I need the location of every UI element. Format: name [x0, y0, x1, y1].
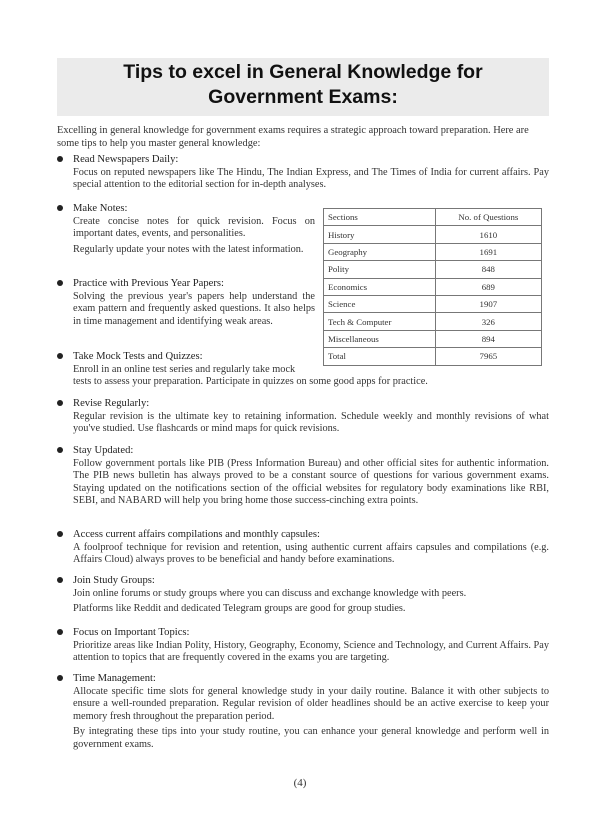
- tip-read-newspapers: [57, 153, 549, 195]
- table-row: [324, 295, 542, 312]
- table-cell: Polity: [324, 261, 436, 278]
- bullet-icon: [57, 205, 63, 211]
- tip-revise-regularly: [57, 397, 549, 439]
- table-cell: 1610: [435, 226, 541, 243]
- tip-body: [73, 216, 315, 256]
- tip-paragraph: Join online forums or study groups where you can discuss and exchange knowledge with peers.: [73, 588, 467, 599]
- table-header: No. of Questions: [435, 209, 541, 226]
- tip-paragraph: Create concise notes for quick revision. Focus on important dates, events, and personalities.: [73, 216, 315, 240]
- tip-body: [73, 291, 315, 328]
- tip-body: [73, 640, 549, 665]
- page-number: (4): [293, 777, 307, 789]
- tip-heading: Make Notes:: [73, 203, 128, 214]
- tip-heading: Access current affairs compilations and monthly capsules:: [73, 529, 320, 540]
- table-cell: 848: [435, 261, 541, 278]
- table-cell: Total: [324, 348, 436, 365]
- tip-important-topics: [57, 626, 549, 668]
- table-cell: Science: [324, 295, 436, 312]
- tip-body: [73, 167, 549, 192]
- table-row: [324, 226, 542, 243]
- tip-heading: Stay Updated:: [73, 445, 134, 456]
- tip-heading: Join Study Groups:: [73, 575, 155, 586]
- title-line-2: Government Exams:: [208, 86, 398, 108]
- table-cell: 894: [435, 330, 541, 347]
- tip-paragraph: Focus on reputed newspapers like The Hindu, The Indian Express, and The Times of India for current affairs. Pay special attention to the editorial section for in-depth analyses.: [73, 167, 549, 191]
- table-cell: History: [324, 226, 436, 243]
- tip-paragraph: Regular revision is the ultimate key to retaining information. Schedule weekly and monthly revisions of what you've studied. Use flashcards or mind maps for quick revisions.: [73, 411, 549, 435]
- bullet-icon: [57, 280, 63, 286]
- table-row: [324, 313, 542, 330]
- tip-time-management: [57, 672, 549, 754]
- title-line-1: Tips to excel in General Knowledge for: [123, 61, 483, 83]
- tip-paragraph: Prioritize areas like Indian Polity, History, Geography, Economy, Science and Technology, and Current Affairs. Pay attention to topics that are frequently covered in the exams you are targeting.: [73, 640, 549, 664]
- bullet-icon: [57, 447, 63, 453]
- bullet-icon: [57, 629, 63, 635]
- tip-paragraph: Regularly update your notes with the latest information.: [73, 243, 304, 255]
- tip-paragraph: Enroll in an online test series and regularly take mock: [73, 364, 296, 375]
- bullet-icon: [57, 400, 63, 406]
- tip-paragraph: Solving the previous year's papers help understand the exam pattern and frequently asked questions. It also helps in time management and identifying weak areas.: [73, 291, 315, 327]
- tip-paragraph: Platforms like Reddit and dedicated Telegram groups are good for group studies.: [73, 603, 406, 615]
- table-row: [324, 261, 542, 278]
- tip-body: [73, 411, 549, 436]
- tip-paragraph: A foolproof technique for revision and retention, using authentic current affairs capsules and compilations (e.g. Affairs Cloud) always proves to be beneficial and handy before examinations.: [73, 542, 549, 566]
- tip-current-affairs: [57, 528, 549, 570]
- tip-heading: Focus on Important Topics:: [73, 627, 190, 638]
- table-cell: Miscellaneous: [324, 330, 436, 347]
- tip-study-groups: [57, 574, 549, 619]
- tip-body: [73, 364, 549, 389]
- tip-heading: Read Newspapers Daily:: [73, 154, 179, 165]
- bullet-icon: [57, 156, 63, 162]
- table-cell: Economics: [324, 278, 436, 295]
- table-cell: Geography: [324, 243, 436, 260]
- table-row: [324, 278, 542, 295]
- tip-stay-updated: [57, 444, 549, 511]
- table-header: Sections: [324, 209, 436, 226]
- sections-table: [323, 208, 542, 366]
- tip-paragraph: tests to assess your preparation. Participate in quizzes on some good apps for practice.: [73, 376, 428, 388]
- tip-heading: Revise Regularly:: [73, 398, 150, 409]
- tip-body: [73, 588, 549, 616]
- tip-paragraph: By integrating these tips into your study routine, you can enhance your general knowledge and perform well in government exams.: [73, 726, 549, 750]
- tip-body: [73, 542, 549, 567]
- table-row: [324, 243, 542, 260]
- bullet-icon: [57, 675, 63, 681]
- table-header-row: [324, 209, 542, 226]
- tip-heading: Practice with Previous Year Papers:: [73, 278, 224, 289]
- tip-heading: Time Management:: [73, 673, 156, 684]
- bullet-icon: [57, 353, 63, 359]
- intro-paragraph: Excelling in general knowledge for government exams requires a strategic approach toward preparation. Here are some tips to help you master general knowledge:: [57, 125, 529, 149]
- table-cell: 7965: [435, 348, 541, 365]
- table-cell: 689: [435, 278, 541, 295]
- tip-heading: Take Mock Tests and Quizzes:: [73, 351, 203, 362]
- table-cell: 326: [435, 313, 541, 330]
- tip-body: [73, 686, 549, 751]
- page-title: [57, 60, 549, 110]
- table-cell: 1907: [435, 295, 541, 312]
- bullet-icon: [57, 577, 63, 583]
- tip-paragraph: Allocate specific time slots for general knowledge study in your daily routine. Balance it with other subjects to ensure a well-rounded preparation. Regular revision of older headlines should be an active exercise to keep your memory fresh throughout the preparation period.: [73, 686, 549, 722]
- table-cell: Tech & Computer: [324, 313, 436, 330]
- table-cell: 1691: [435, 243, 541, 260]
- tip-paragraph: Follow government portals like PIB (Press Information Bureau) and other official sites for authentic information. The PIB news bulletin has always proved to be a constant source of questions for various government exams. Staying updated on the notifications section of the official websites for regulatory body examinations like RBI, SEBI, and NABARD will help you bring home those success-cinching extra points.: [73, 458, 549, 507]
- table-row: [324, 330, 542, 347]
- tip-body: [73, 458, 549, 508]
- bullet-icon: [57, 531, 63, 537]
- table-row-total: [324, 348, 542, 365]
